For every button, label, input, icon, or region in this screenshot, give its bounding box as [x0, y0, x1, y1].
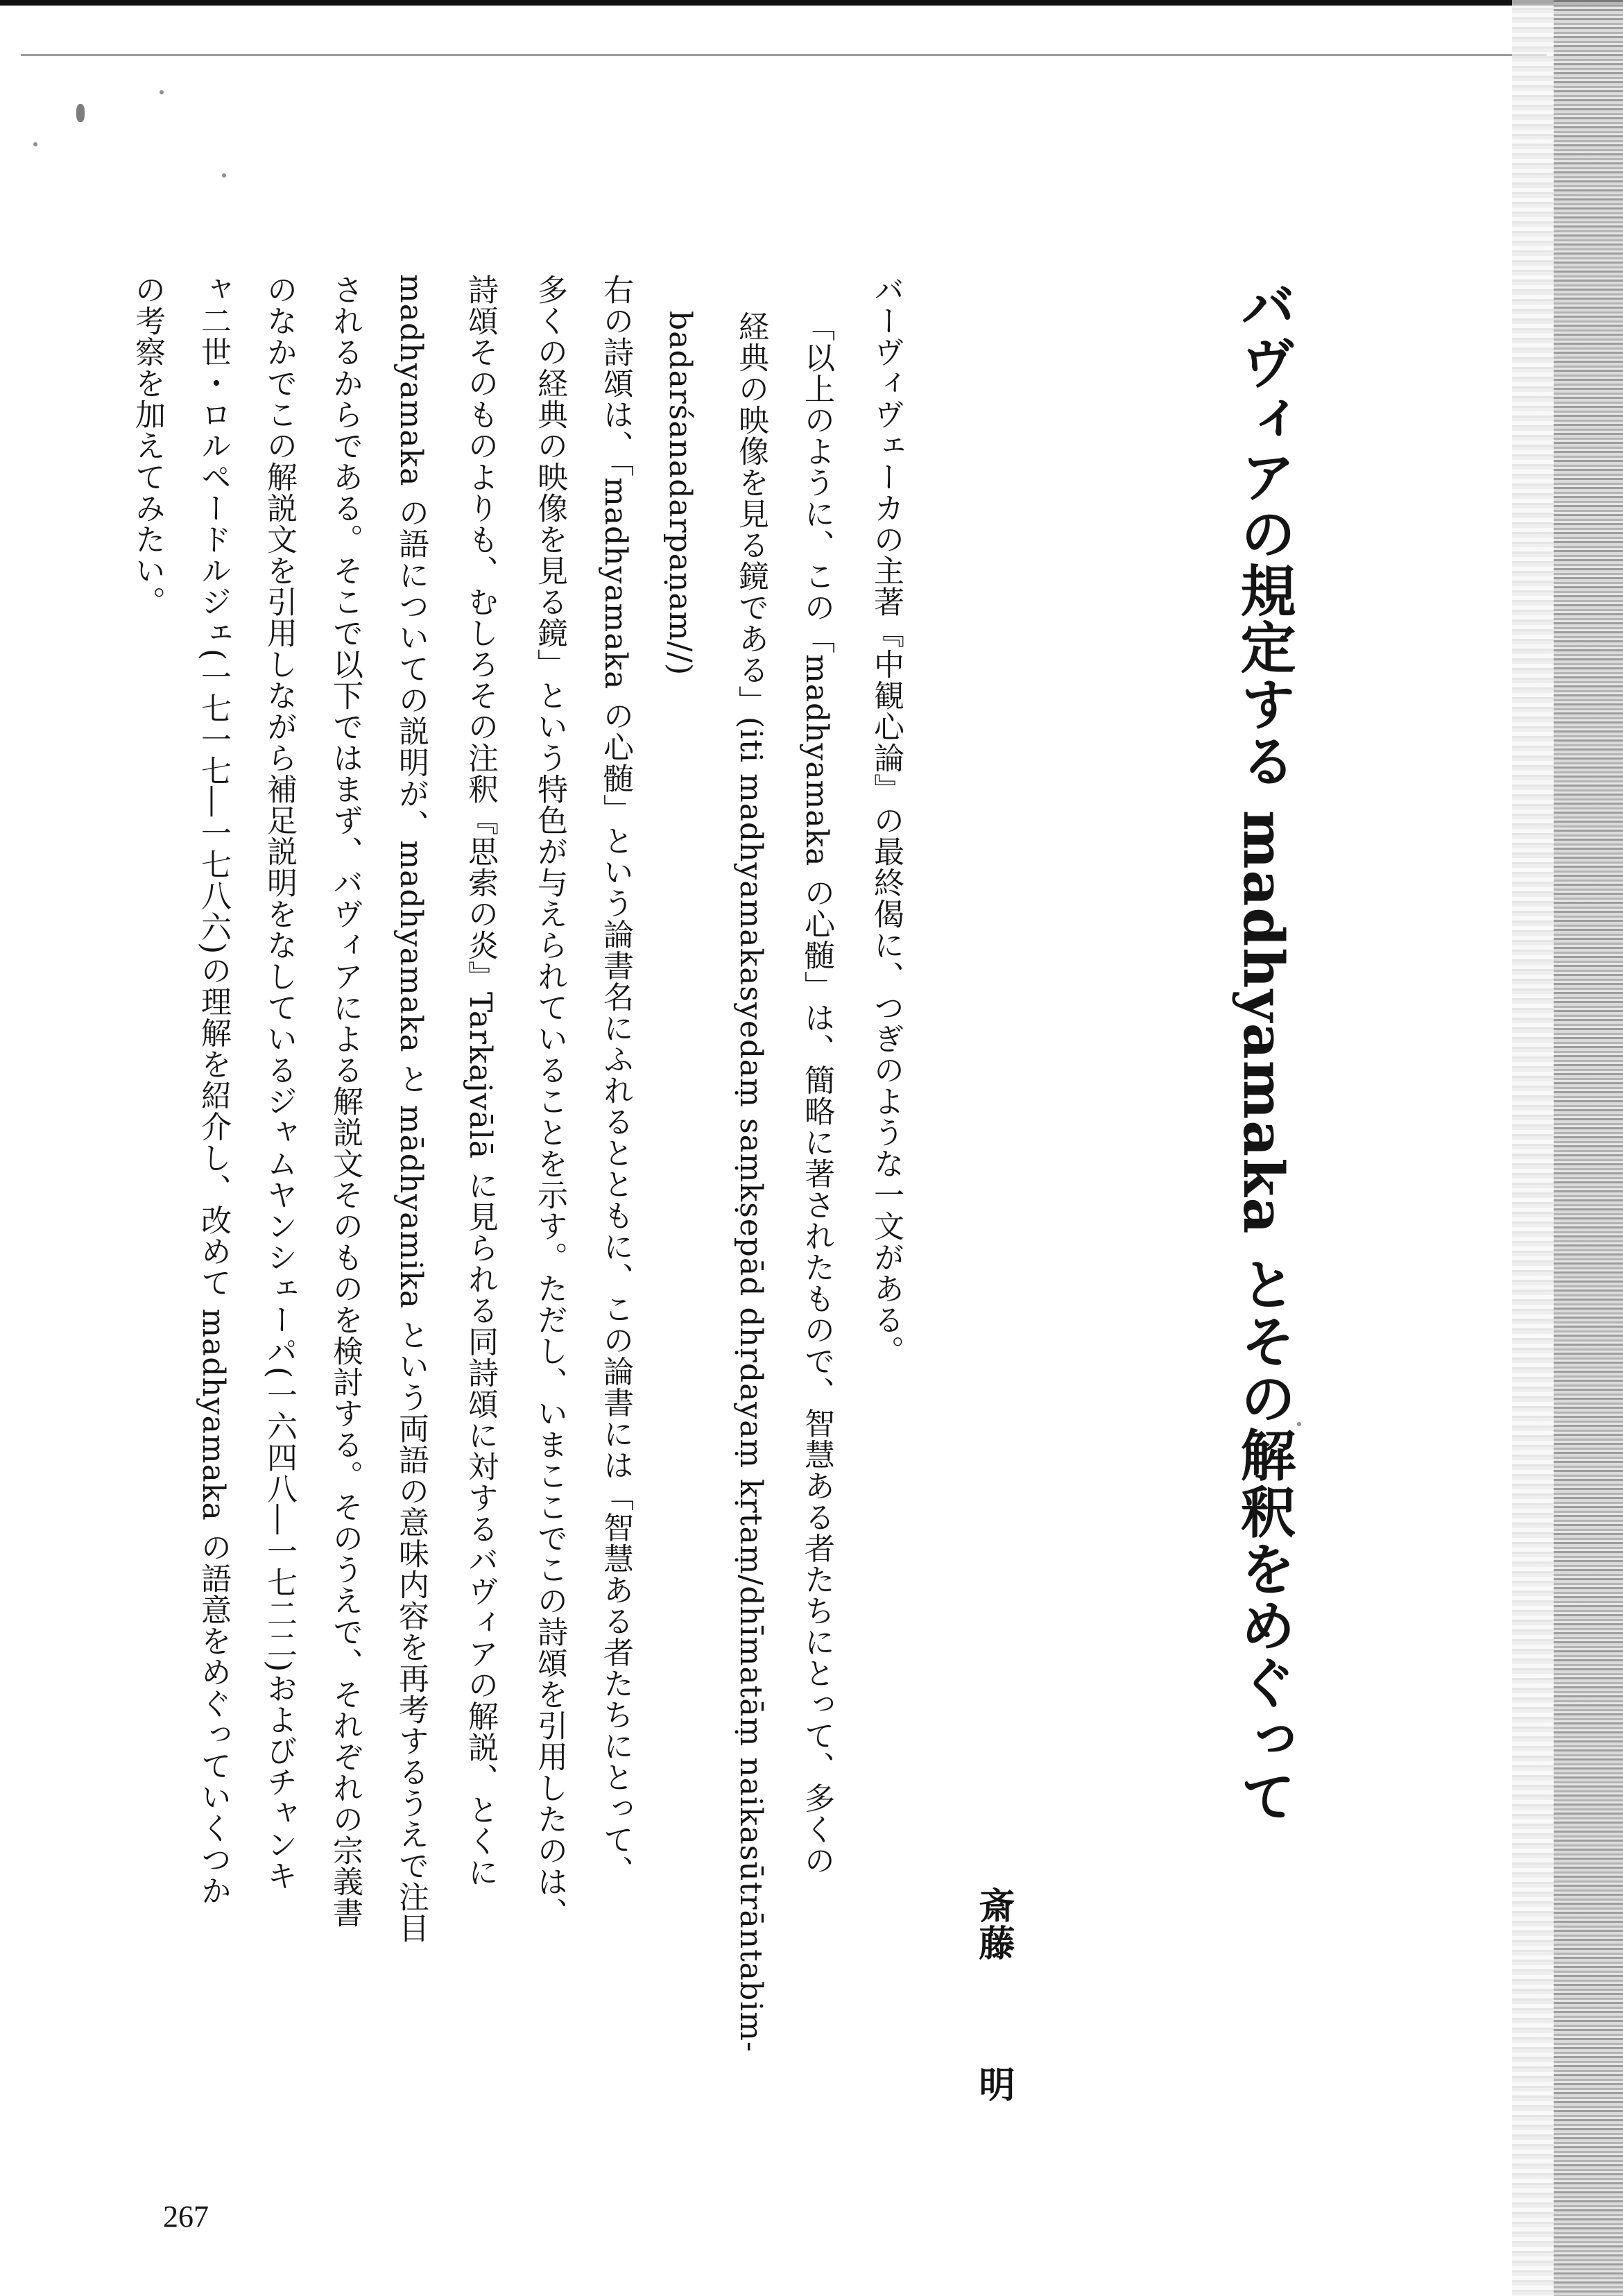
body-line: のなかでこの解説文を引用しながら補足説明をなしているジャムヤンシェーパ(一六四八―一七二二)およびチャンキ: [261, 274, 297, 1892]
scan-spine-shadow: [1554, 0, 1623, 2296]
body-line: バーヴィヴェーカの主著『中観心論』の最終偈に、つぎのような一文がある。: [868, 274, 904, 1367]
body-line: されるからである。そこで以下ではまず、バヴィアによる解説文そのものを検討する。そのうえで、それぞれの宗義書: [327, 274, 363, 1928]
body-line: madhyamaka の語についての説明が、madhyamaka と mādhyamika という両語の意味内容を再考するうえで注目: [393, 274, 429, 1944]
scan-speck: [160, 90, 164, 94]
body-line: ャ二世・ロルペードルジェ(一七一七―一七八六)の理解を紹介し、改めて madhyamaka の語意をめぐっていくつか: [196, 274, 231, 1906]
page-number: 267: [163, 2200, 209, 2234]
author-name: [968, 1887, 1020, 2103]
body-line: 経典の映像を見る鏡である」(iti madhyamakasyedaṃ saṃkṣepād dhṛdayaṃ kṛtaṃ/dhīmatāṃ naikasūtrāntabim-: [733, 311, 768, 2053]
author-given-name: 明: [972, 2066, 1015, 2103]
body-line: badarśanadarpaṇam//): [662, 311, 698, 676]
body-line: 右の詩頌は、「madhyamaka の心髄」という論書名にふれるとともに、この論書には「智慧ある者たちにとって、: [598, 274, 633, 1887]
body-line: の考察を加えてみたい。: [130, 274, 165, 617]
author-family-name: 斎藤: [972, 1887, 1015, 1962]
scan-spine-fade: [1512, 0, 1554, 2296]
header-rule: [21, 54, 1547, 56]
article-title: バヴィアの規定する madhyamaka とその解釈をめぐって: [1231, 277, 1296, 1825]
scan-speck: [222, 173, 226, 178]
body-line: 多くの経典の映像を見る鏡」という特色が与えられていることを示す。ただし、いまここでこの詩頌を引用したのは、: [532, 274, 567, 1928]
scan-speck: [76, 104, 85, 122]
scan-top-border: [0, 0, 1623, 6]
body-line: 詩頌そのものよりも、むしろその注釈『思索の炎』Tarkajvālā に見られる同詩頌に対するバヴィアの解説、とくに: [463, 274, 498, 1888]
scan-speck: [33, 142, 37, 146]
body-line: 「以上のように、この「madhyamaka の心髄」は、簡略に著されたもので、智慧ある者たちにとって、多くの: [799, 311, 834, 1876]
